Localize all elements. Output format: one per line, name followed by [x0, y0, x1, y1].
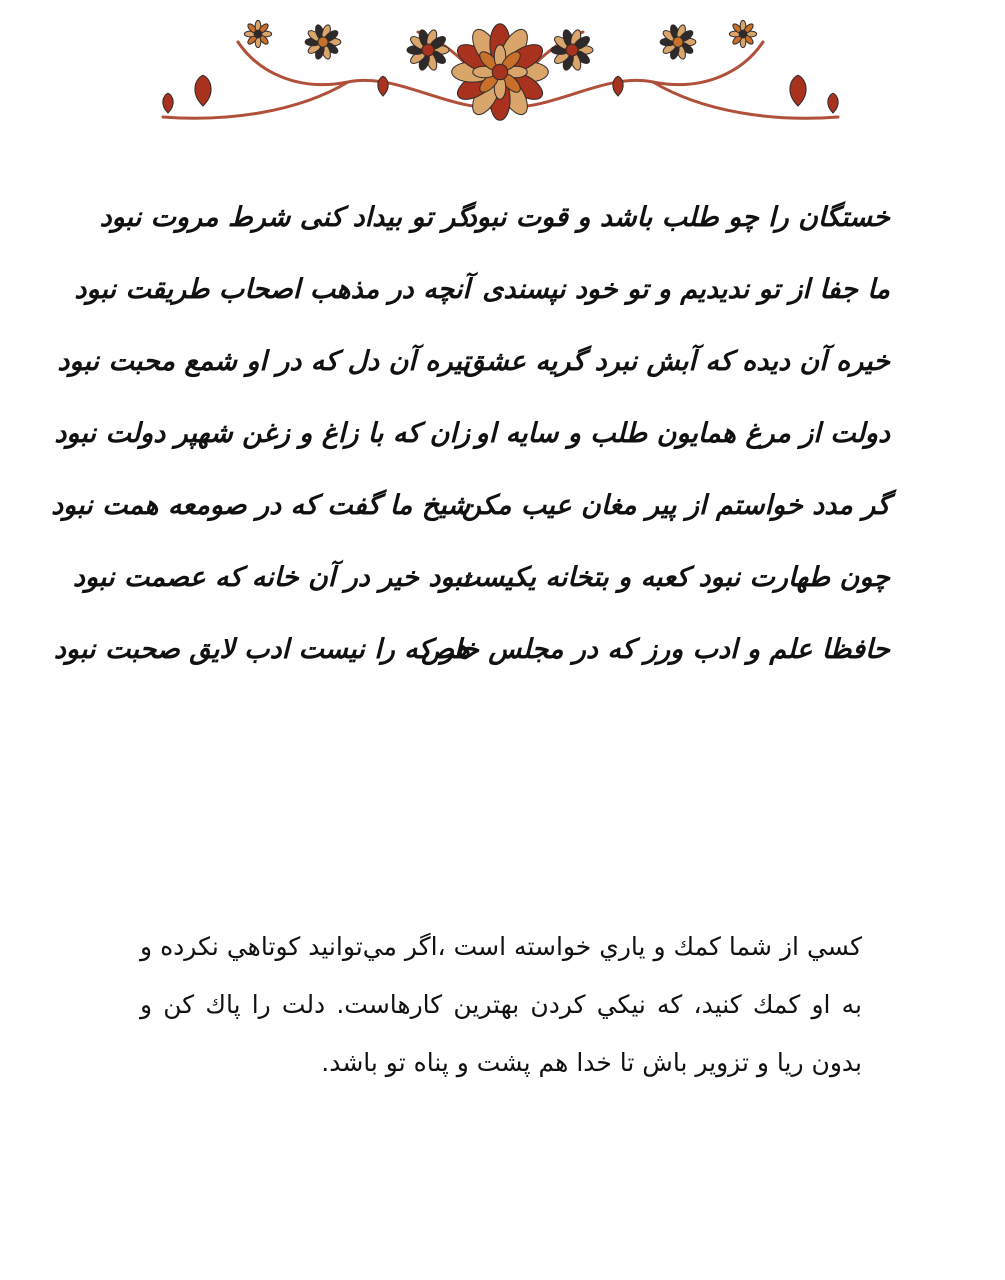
poem-line-left: هر که را نیست ادب لایق صحبت نبود [53, 634, 470, 665]
prose-paragraph: كسي از شما كمك و ياري خواسته است ،اگر مي‌توانيد كوتاهي نكرده و به او كمك كنيد، كه نيكي كردن بهترين كارهاست. دلت را پاك كن و بدون ريا و تزوير باش تا خدا هم پشت و پناه تو باشد. [140, 932, 862, 1077]
ornament-flower [473, 45, 528, 100]
floral-border-ornament-icon [148, 12, 853, 130]
poem-couplet-3 [57, 334, 890, 406]
poem-couplet-2 [74, 262, 890, 334]
ornament-bud [613, 76, 623, 96]
ornament-vine [653, 82, 838, 118]
ornament-flower [244, 20, 271, 47]
poem-line-left: زان که با زاغ و زغن شهپر دولت نبود [54, 418, 470, 449]
poem-line-right: چون طهارت نبود کعبه و بتخانه یکیست [454, 562, 890, 593]
ornament-bud [790, 75, 806, 106]
ornament-flower [551, 29, 593, 72]
poem-couplet-6 [72, 550, 890, 622]
ornament-flower [660, 24, 696, 60]
poem-line-right: گر مدد خواستم از پیر مغان عیب مکن [461, 490, 890, 521]
poem-line-left: تیره آن دل که در او شمع محبت نبود [57, 346, 470, 377]
poem-line-right: خیره آن دیده که آبش نبرد گریه عشق [463, 346, 890, 377]
ornament-bud [828, 93, 838, 113]
poem-line-right: دولت از مرغ همایون طلب و سایه او [475, 418, 890, 449]
poem-couplet-4 [54, 406, 890, 478]
ornament-flower [729, 20, 756, 47]
poem-line-left: شیخ ما گفت که در صومعه همت نبود [51, 490, 470, 521]
ornament-bud [195, 75, 211, 106]
ornament-vine [163, 82, 348, 118]
ornament-flower [305, 24, 341, 60]
poem-line-left: نبود خیر در آن خانه که عصمت نبود [72, 562, 470, 593]
poem-line-right: خستگان را چو طلب باشد و قوت نبود [464, 202, 890, 233]
poem-line-right: حافظا علم و ادب ورز که در مجلس خاص [421, 634, 890, 665]
poem-line-left: گر تو بیداد کنی شرط مروت نبود [99, 202, 470, 233]
poem [51, 190, 890, 694]
ornament-bud [163, 93, 173, 113]
poem-couplet-7 [53, 622, 890, 694]
ornament-bud [378, 76, 388, 96]
poem-line-left: آنچه در مذهب اصحاب طریقت نبود [74, 274, 470, 305]
poem-couplet-5 [51, 478, 890, 550]
ornament-flower [407, 29, 449, 72]
poem-couplet-1 [99, 190, 890, 262]
poem-line-right: ما جفا از تو ندیدیم و تو خود نپسندی [482, 274, 890, 305]
